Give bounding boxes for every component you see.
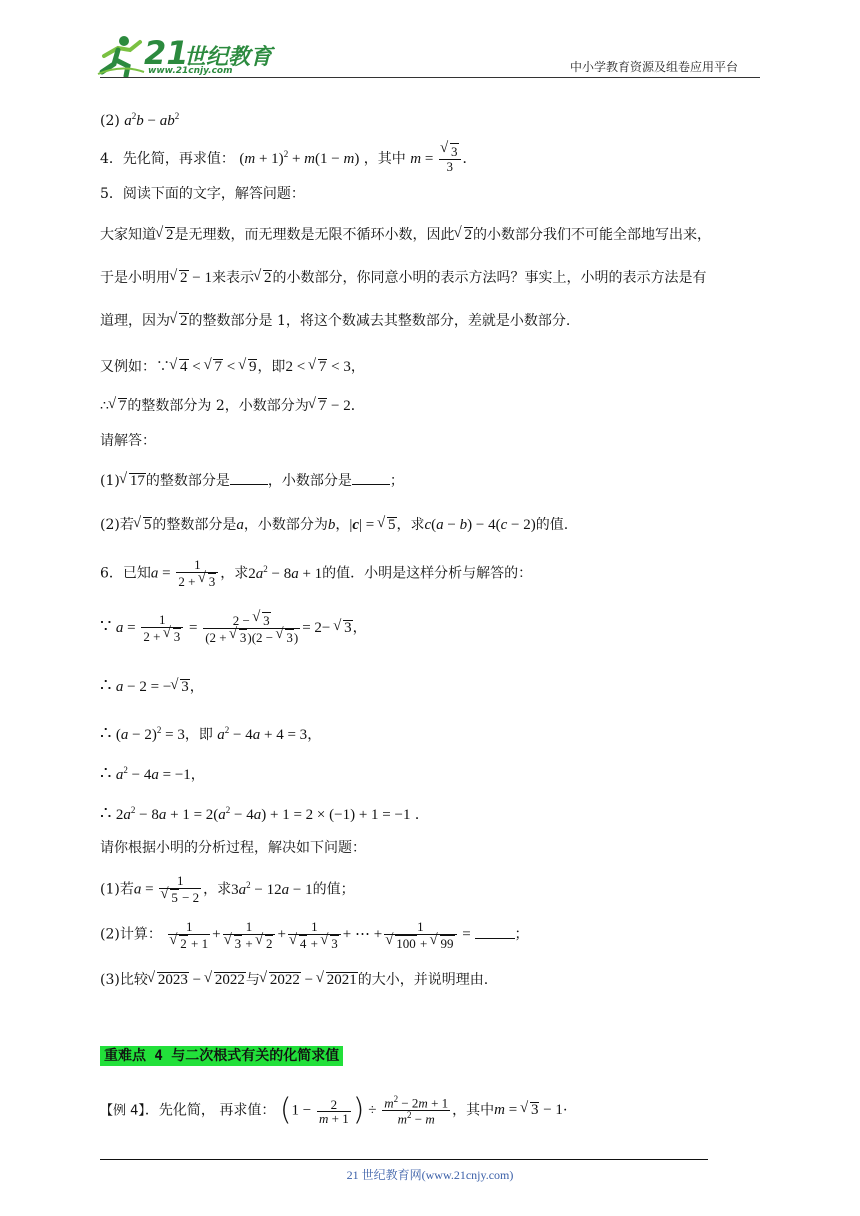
question-4: 4．先化简，再求值： $(m + 1)^2 + m(1 - m)$ ，其中 m = √ $\frac{3}{3}$ ． bbox=[100, 143, 477, 174]
q5-paragraph-line-1: 大家知道√ 2是无理数，而无理数是无限不循环小数，因此√ 2的小数部分我们不可能全部地写出来， bbox=[100, 225, 711, 245]
solution-step-5: ∴ $2a^2 - 8a + 1 = 2(a^2 - 4a) + 1 = 2 \times (-1) + 1 = -1$ ． bbox=[100, 803, 429, 824]
problem-2-expression: (2) $a^2b - ab^2$ bbox=[100, 111, 180, 129]
q5-conclusion: ∴√ 7的整数部分为 2，小数部分为√ 7 − 2． bbox=[100, 396, 365, 416]
solution-step-3: ∴ $(a - 2)^2 = 3$，即 $a^2 - 4a + 4 = 3$， bbox=[100, 723, 322, 744]
footer-text: 21 世纪教育网(www.21cnjy.com) bbox=[346, 1168, 514, 1182]
logo-text: 世纪教育 bbox=[184, 45, 273, 70]
q6-ask: 请你根据小明的分析过程，解决如下问题： bbox=[100, 840, 366, 856]
example-4: 【例 4】．先化简， 再求值： (1 − $\frac{2}{m + 1}$ ) ÷ $\frac{m^2 - 2m + 1}{m^2 - m}$ ，其中m = √ 3 − 1· bbox=[100, 1095, 567, 1126]
question-5-title: 5．阅读下面的文字，解答问题： bbox=[100, 186, 305, 202]
site-logo bbox=[96, 34, 273, 78]
q5-example: 又例如：∵√ 4 < √ 7 < √ 9，即2 < √ 7 < 3， bbox=[100, 357, 365, 377]
platform-name: 中小学教育资源及组卷应用平台 bbox=[570, 60, 739, 74]
example-label: 【例 4】 bbox=[100, 1103, 145, 1119]
q6-subquestion-3: (3)比较√ 2023 − √ 2022与√ 2022 − √ 2021的大小，并说明理由. bbox=[100, 970, 488, 990]
logo-url: www.21cnjy.com bbox=[148, 66, 233, 76]
section-heading: 重难点 4 与二次根式有关的化简求值 bbox=[100, 1045, 343, 1065]
q6-subquestion-1: (1)若a = 1 √ 5 − 2 ，求$3a^2 - 12a - 1$的值； bbox=[100, 874, 355, 905]
solution-step-1: ∵ a = $\frac{1}{2 + √ 3}$ = $\frac{2 - √ 3}{(2 + √ 3)(2 - √ 3)}$ = 2− √ 3， bbox=[100, 612, 367, 645]
solution-step-2: ∴ a − 2 = −√ 3， bbox=[100, 676, 204, 697]
q5-subquestion-1: (1)√ 17的整数部分是 ，小数部分是 ； bbox=[100, 471, 404, 491]
q6-subquestion-2: (2)计算： 1 √ 2 + 1 + 1 √ 3 + √ 2 + 1 √ 4 + √ 3 + ⋯ + 1 √ 100 + √ 99 = ； bbox=[100, 920, 529, 951]
q5-ask: 请解答： bbox=[100, 433, 156, 449]
question-6: 6．已知a = $\frac{1}{2 + √ 3}$ ，求$2a^2 - 8a + 1$的值．小明是这样分析与解答的： bbox=[100, 558, 532, 589]
q5-paragraph-line-2: 于是小明用√ 2 − 1来表示√ 2的小数部分，你同意小明的表示方法吗？事实上，小明的表示方法是有 bbox=[100, 268, 706, 288]
logo-number: 21 bbox=[144, 34, 189, 72]
q5-paragraph-line-3: 道理，因为√ 2的整数部分是 1，将这个数减去其整数部分，差就是小数部分. bbox=[100, 311, 570, 331]
q5-subquestion-2: (2)若√ 5的整数部分是a，小数部分为b，|c| = √ 5，求c(a − b) − 4(c − 2)的值. bbox=[100, 515, 568, 535]
header-divider bbox=[100, 77, 760, 78]
runner-logo-icon bbox=[96, 34, 146, 78]
solution-step-4: ∴ $a^2 - 4a = -1$， bbox=[100, 763, 205, 784]
footer-divider bbox=[100, 1159, 708, 1160]
